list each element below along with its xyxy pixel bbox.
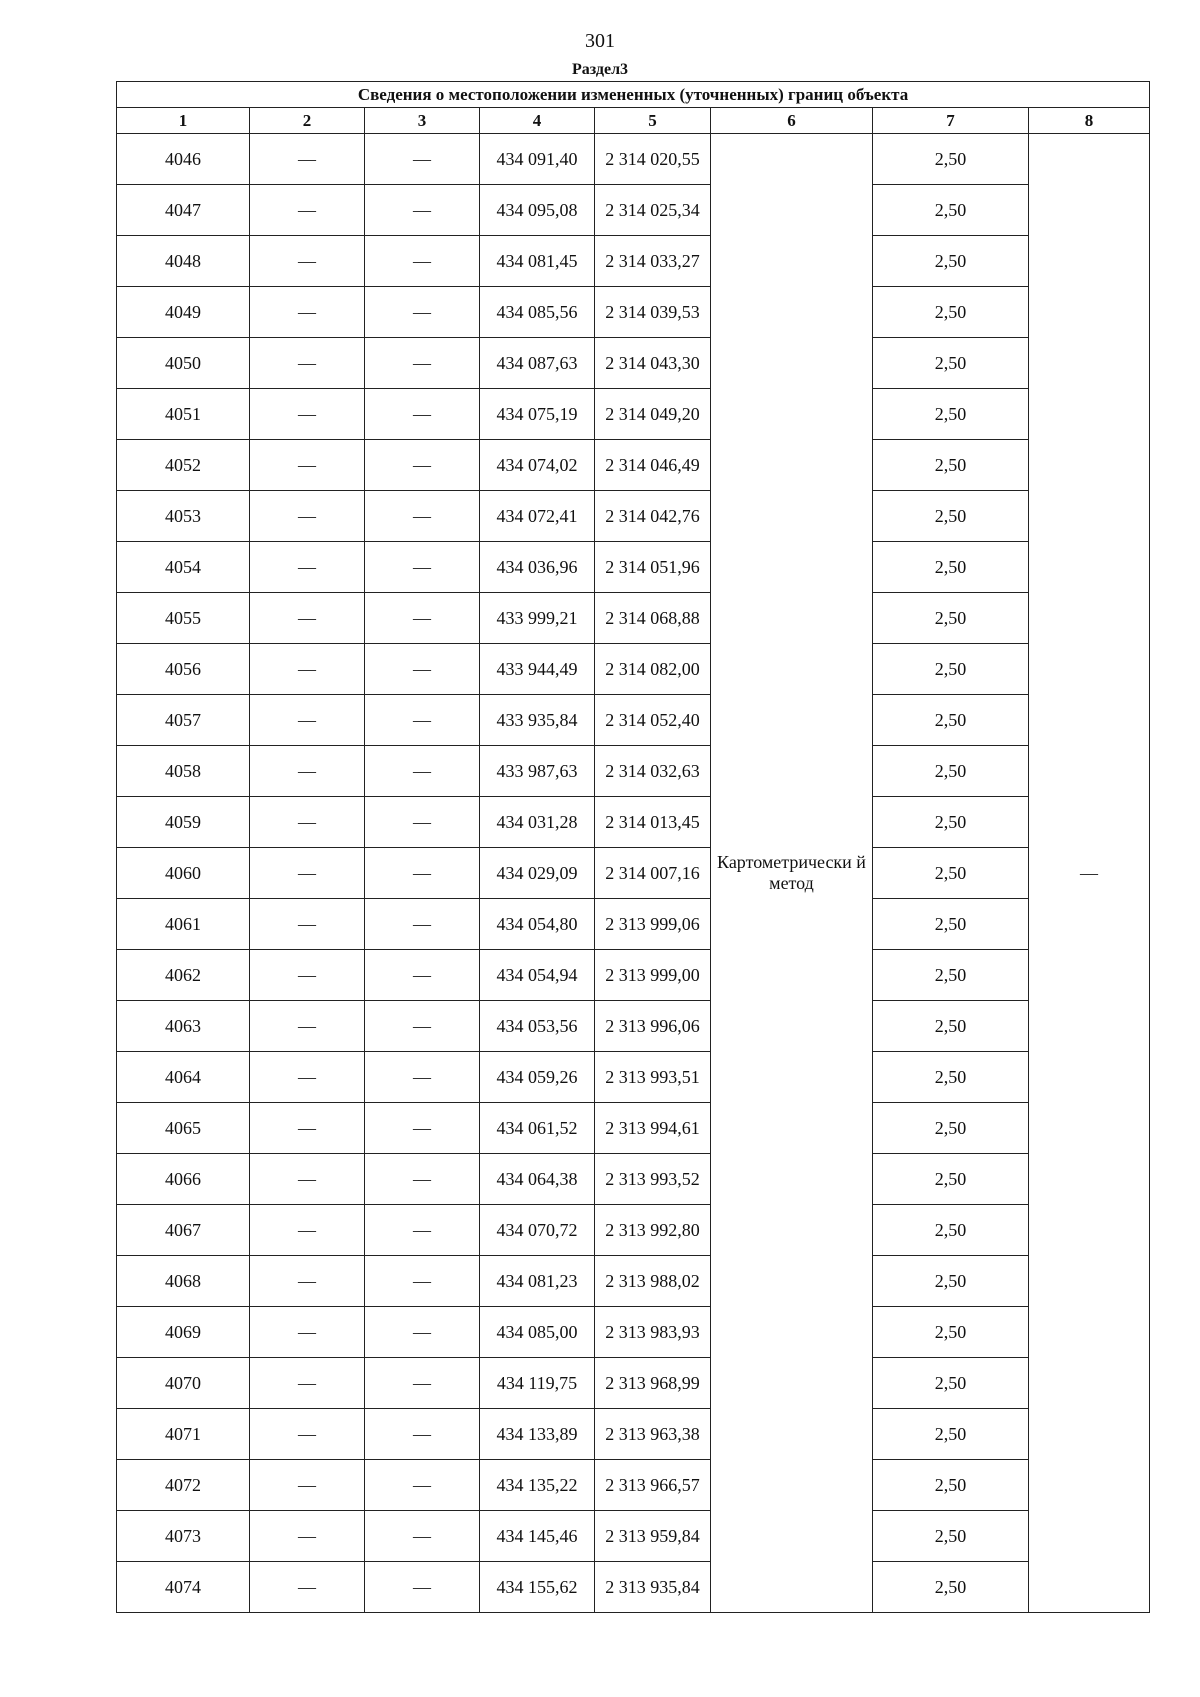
x-coordinate-cell: 434 085,56	[480, 287, 595, 338]
precision-cell: 2,50	[873, 440, 1029, 491]
y-coordinate-cell: 2 313 992,80	[595, 1205, 711, 1256]
y-coordinate-cell: 2 314 007,16	[595, 848, 711, 899]
col3-dash-cell: —	[365, 1103, 480, 1154]
col3-dash-cell: —	[365, 440, 480, 491]
col2-dash-cell: —	[250, 134, 365, 185]
table-row	[117, 1256, 1150, 1307]
precision-cell: 2,50	[873, 134, 1029, 185]
point-id-cell: 4073	[117, 1511, 250, 1562]
col2-dash-cell: —	[250, 1052, 365, 1103]
table-row	[117, 542, 1150, 593]
x-coordinate-cell: 434 059,26	[480, 1052, 595, 1103]
point-id-cell: 4070	[117, 1358, 250, 1409]
precision-cell: 2,50	[873, 1154, 1029, 1205]
table-row	[117, 1460, 1150, 1511]
col3-dash-cell: —	[365, 287, 480, 338]
x-coordinate-cell: 434 061,52	[480, 1103, 595, 1154]
precision-cell: 2,50	[873, 1460, 1029, 1511]
col2-dash-cell: —	[250, 746, 365, 797]
col2-dash-cell: —	[250, 287, 365, 338]
point-id-cell: 4067	[117, 1205, 250, 1256]
y-coordinate-cell: 2 314 043,30	[595, 338, 711, 389]
point-id-cell: 4068	[117, 1256, 250, 1307]
col3-dash-cell: —	[365, 644, 480, 695]
x-coordinate-cell: 434 095,08	[480, 185, 595, 236]
table-row	[117, 287, 1150, 338]
y-coordinate-cell: 2 313 959,84	[595, 1511, 711, 1562]
precision-cell: 2,50	[873, 542, 1029, 593]
precision-cell: 2,50	[873, 1358, 1029, 1409]
col2-dash-cell: —	[250, 542, 365, 593]
point-id-cell: 4048	[117, 236, 250, 287]
col2-dash-cell: —	[250, 1358, 365, 1409]
col2-dash-cell: —	[250, 440, 365, 491]
x-coordinate-cell: 434 145,46	[480, 1511, 595, 1562]
y-coordinate-cell: 2 314 082,00	[595, 644, 711, 695]
col2-dash-cell: —	[250, 1307, 365, 1358]
precision-cell: 2,50	[873, 1562, 1029, 1613]
point-id-cell: 4050	[117, 338, 250, 389]
y-coordinate-cell: 2 314 068,88	[595, 593, 711, 644]
y-coordinate-cell: 2 314 039,53	[595, 287, 711, 338]
col3-dash-cell: —	[365, 1001, 480, 1052]
point-id-cell: 4059	[117, 797, 250, 848]
method-cell: Картометрически й метод	[711, 134, 873, 1613]
col2-dash-cell: —	[250, 338, 365, 389]
x-coordinate-cell: 434 074,02	[480, 440, 595, 491]
point-id-cell: 4063	[117, 1001, 250, 1052]
x-coordinate-cell: 434 036,96	[480, 542, 595, 593]
y-coordinate-cell: 2 313 993,51	[595, 1052, 711, 1103]
col3-dash-cell: —	[365, 1460, 480, 1511]
y-coordinate-cell: 2 313 988,02	[595, 1256, 711, 1307]
table-row	[117, 593, 1150, 644]
table-caption: Сведения о местоположении измененных (уточненных) границ объекта	[117, 82, 1150, 108]
precision-cell: 2,50	[873, 1052, 1029, 1103]
x-coordinate-cell: 434 053,56	[480, 1001, 595, 1052]
point-id-cell: 4052	[117, 440, 250, 491]
x-coordinate-cell: 433 999,21	[480, 593, 595, 644]
precision-cell: 2,50	[873, 746, 1029, 797]
column-number-5: 5	[595, 108, 711, 134]
precision-cell: 2,50	[873, 1205, 1029, 1256]
point-id-cell: 4054	[117, 542, 250, 593]
table-row	[117, 899, 1150, 950]
y-coordinate-cell: 2 313 999,00	[595, 950, 711, 1001]
table-body	[117, 134, 1150, 1613]
precision-cell: 2,50	[873, 1001, 1029, 1052]
x-coordinate-cell: 434 064,38	[480, 1154, 595, 1205]
col2-dash-cell: —	[250, 185, 365, 236]
point-id-cell: 4047	[117, 185, 250, 236]
point-id-cell: 4072	[117, 1460, 250, 1511]
table-row	[117, 1052, 1150, 1103]
precision-cell: 2,50	[873, 389, 1029, 440]
precision-cell: 2,50	[873, 899, 1029, 950]
column-number-6: 6	[711, 108, 873, 134]
point-id-cell: 4051	[117, 389, 250, 440]
y-coordinate-cell: 2 314 032,63	[595, 746, 711, 797]
precision-cell: 2,50	[873, 950, 1029, 1001]
table-row	[117, 491, 1150, 542]
table-row	[117, 185, 1150, 236]
y-coordinate-cell: 2 314 020,55	[595, 134, 711, 185]
precision-cell: 2,50	[873, 593, 1029, 644]
y-coordinate-cell: 2 313 963,38	[595, 1409, 711, 1460]
precision-cell: 2,50	[873, 287, 1029, 338]
table-row	[117, 695, 1150, 746]
col3-dash-cell: —	[365, 746, 480, 797]
x-coordinate-cell: 433 944,49	[480, 644, 595, 695]
col2-dash-cell: —	[250, 848, 365, 899]
x-coordinate-cell: 434 054,80	[480, 899, 595, 950]
col3-dash-cell: —	[365, 1409, 480, 1460]
table-row	[117, 1001, 1150, 1052]
x-coordinate-cell: 434 029,09	[480, 848, 595, 899]
boundary-coordinates-table	[116, 81, 1150, 1613]
table-row	[117, 1511, 1150, 1562]
table-row	[117, 797, 1150, 848]
section-title: Раздел3	[571, 61, 629, 78]
col3-dash-cell: —	[365, 389, 480, 440]
x-coordinate-cell: 434 135,22	[480, 1460, 595, 1511]
y-coordinate-cell: 2 314 049,20	[595, 389, 711, 440]
precision-cell: 2,50	[873, 338, 1029, 389]
point-id-cell: 4053	[117, 491, 250, 542]
x-coordinate-cell: 434 087,63	[480, 338, 595, 389]
col8-dash-cell: —	[1029, 134, 1150, 1613]
table-row	[117, 1205, 1150, 1256]
col3-dash-cell: —	[365, 1154, 480, 1205]
table-row	[117, 644, 1150, 695]
col3-dash-cell: —	[365, 1256, 480, 1307]
y-coordinate-cell: 2 314 046,49	[595, 440, 711, 491]
y-coordinate-cell: 2 314 042,76	[595, 491, 711, 542]
col2-dash-cell: —	[250, 1256, 365, 1307]
precision-cell: 2,50	[873, 1103, 1029, 1154]
table-row	[117, 389, 1150, 440]
y-coordinate-cell: 2 314 051,96	[595, 542, 711, 593]
y-coordinate-cell: 2 313 983,93	[595, 1307, 711, 1358]
x-coordinate-cell: 434 075,19	[480, 389, 595, 440]
y-coordinate-cell: 2 313 968,99	[595, 1358, 711, 1409]
x-coordinate-cell: 434 031,28	[480, 797, 595, 848]
point-id-cell: 4066	[117, 1154, 250, 1205]
col3-dash-cell: —	[365, 848, 480, 899]
point-id-cell: 4057	[117, 695, 250, 746]
y-coordinate-cell: 2 314 033,27	[595, 236, 711, 287]
x-coordinate-cell: 433 935,84	[480, 695, 595, 746]
col3-dash-cell: —	[365, 542, 480, 593]
precision-cell: 2,50	[873, 644, 1029, 695]
col2-dash-cell: —	[250, 1511, 365, 1562]
col2-dash-cell: —	[250, 797, 365, 848]
precision-cell: 2,50	[873, 491, 1029, 542]
column-number-2: 2	[250, 108, 365, 134]
point-id-cell: 4055	[117, 593, 250, 644]
column-number-row	[117, 108, 1150, 134]
page-number: 301	[585, 30, 615, 52]
x-coordinate-cell: 434 133,89	[480, 1409, 595, 1460]
col2-dash-cell: —	[250, 593, 365, 644]
table-row	[117, 1307, 1150, 1358]
y-coordinate-cell: 2 314 013,45	[595, 797, 711, 848]
col2-dash-cell: —	[250, 389, 365, 440]
col2-dash-cell: —	[250, 1205, 365, 1256]
precision-cell: 2,50	[873, 1307, 1029, 1358]
table-row	[117, 440, 1150, 491]
precision-cell: 2,50	[873, 185, 1029, 236]
col2-dash-cell: —	[250, 644, 365, 695]
point-id-cell: 4060	[117, 848, 250, 899]
col3-dash-cell: —	[365, 134, 480, 185]
col2-dash-cell: —	[250, 950, 365, 1001]
col2-dash-cell: —	[250, 1154, 365, 1205]
column-number-3: 3	[365, 108, 480, 134]
table-row	[117, 134, 1150, 185]
point-id-cell: 4069	[117, 1307, 250, 1358]
table-row	[117, 1409, 1150, 1460]
col3-dash-cell: —	[365, 1052, 480, 1103]
point-id-cell: 4061	[117, 899, 250, 950]
x-coordinate-cell: 434 054,94	[480, 950, 595, 1001]
column-number-1: 1	[117, 108, 250, 134]
table-row	[117, 746, 1150, 797]
col3-dash-cell: —	[365, 1358, 480, 1409]
point-id-cell: 4058	[117, 746, 250, 797]
table-row	[117, 1154, 1150, 1205]
table-row	[117, 848, 1150, 899]
col2-dash-cell: —	[250, 899, 365, 950]
point-id-cell: 4074	[117, 1562, 250, 1613]
col3-dash-cell: —	[365, 797, 480, 848]
precision-cell: 2,50	[873, 1409, 1029, 1460]
x-coordinate-cell: 434 072,41	[480, 491, 595, 542]
point-id-cell: 4056	[117, 644, 250, 695]
y-coordinate-cell: 2 314 052,40	[595, 695, 711, 746]
precision-cell: 2,50	[873, 236, 1029, 287]
col2-dash-cell: —	[250, 695, 365, 746]
point-id-cell: 4064	[117, 1052, 250, 1103]
table-row	[117, 1358, 1150, 1409]
precision-cell: 2,50	[873, 797, 1029, 848]
col2-dash-cell: —	[250, 1001, 365, 1052]
col3-dash-cell: —	[365, 338, 480, 389]
col2-dash-cell: —	[250, 236, 365, 287]
col2-dash-cell: —	[250, 1409, 365, 1460]
col3-dash-cell: —	[365, 1562, 480, 1613]
y-coordinate-cell: 2 313 993,52	[595, 1154, 711, 1205]
x-coordinate-cell: 434 070,72	[480, 1205, 595, 1256]
precision-cell: 2,50	[873, 848, 1029, 899]
y-coordinate-cell: 2 313 996,06	[595, 1001, 711, 1052]
col2-dash-cell: —	[250, 1103, 365, 1154]
x-coordinate-cell: 434 085,00	[480, 1307, 595, 1358]
table-row	[117, 1103, 1150, 1154]
column-number-4: 4	[480, 108, 595, 134]
y-coordinate-cell: 2 313 935,84	[595, 1562, 711, 1613]
precision-cell: 2,50	[873, 1256, 1029, 1307]
table-row	[117, 236, 1150, 287]
y-coordinate-cell: 2 314 025,34	[595, 185, 711, 236]
col3-dash-cell: —	[365, 593, 480, 644]
point-id-cell: 4046	[117, 134, 250, 185]
col3-dash-cell: —	[365, 491, 480, 542]
col3-dash-cell: —	[365, 1511, 480, 1562]
col3-dash-cell: —	[365, 1307, 480, 1358]
y-coordinate-cell: 2 313 994,61	[595, 1103, 711, 1154]
point-id-cell: 4071	[117, 1409, 250, 1460]
x-coordinate-cell: 434 091,40	[480, 134, 595, 185]
x-coordinate-cell: 434 081,23	[480, 1256, 595, 1307]
col3-dash-cell: —	[365, 236, 480, 287]
x-coordinate-cell: 434 155,62	[480, 1562, 595, 1613]
x-coordinate-cell: 434 081,45	[480, 236, 595, 287]
y-coordinate-cell: 2 313 999,06	[595, 899, 711, 950]
col2-dash-cell: —	[250, 491, 365, 542]
precision-cell: 2,50	[873, 1511, 1029, 1562]
col3-dash-cell: —	[365, 185, 480, 236]
precision-cell: 2,50	[873, 695, 1029, 746]
x-coordinate-cell: 433 987,63	[480, 746, 595, 797]
y-coordinate-cell: 2 313 966,57	[595, 1460, 711, 1511]
x-coordinate-cell: 434 119,75	[480, 1358, 595, 1409]
column-number-8: 8	[1029, 108, 1150, 134]
col2-dash-cell: —	[250, 1460, 365, 1511]
col3-dash-cell: —	[365, 695, 480, 746]
table-row	[117, 950, 1150, 1001]
point-id-cell: 4062	[117, 950, 250, 1001]
col3-dash-cell: —	[365, 1205, 480, 1256]
col2-dash-cell: —	[250, 1562, 365, 1613]
point-id-cell: 4049	[117, 287, 250, 338]
column-number-7: 7	[873, 108, 1029, 134]
col3-dash-cell: —	[365, 899, 480, 950]
col3-dash-cell: —	[365, 950, 480, 1001]
table-row	[117, 338, 1150, 389]
table-row	[117, 1562, 1150, 1613]
point-id-cell: 4065	[117, 1103, 250, 1154]
